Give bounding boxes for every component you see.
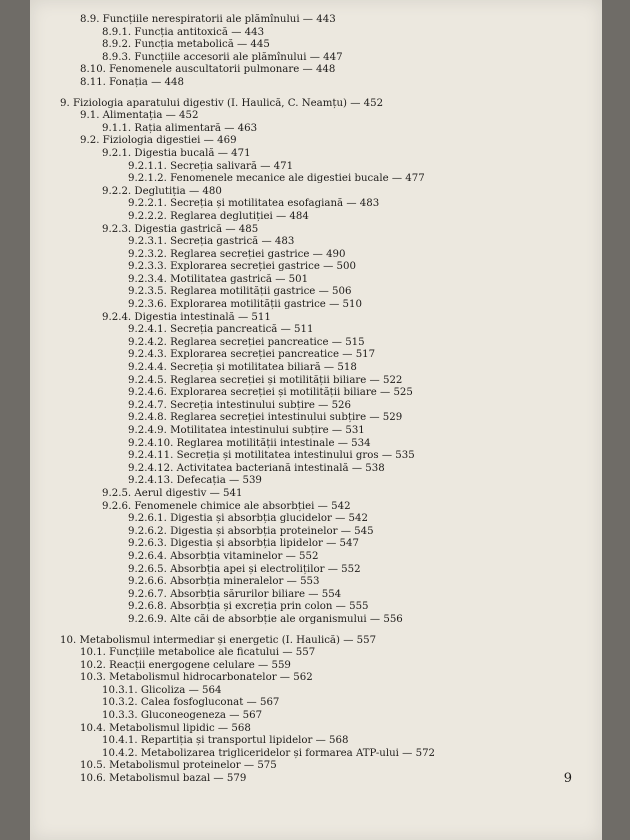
toc-entry: 9. Fiziologia aparatului digestiv (I. Haulică, C. Neamțu) — 452 bbox=[60, 97, 384, 109]
toc-entry: 9.2. Fiziologia digestiei — 469 bbox=[80, 135, 237, 147]
toc-entry: 10.3.3. Gluconeogeneza — 567 bbox=[102, 710, 263, 722]
toc-entry: 8.9.2. Funcția metabolică — 445 bbox=[102, 39, 270, 51]
toc-entry: 9.2.4.1. Secreția pancreatică — 511 bbox=[128, 324, 314, 336]
toc-entry: 10.3.1. Glicoliza — 564 bbox=[102, 684, 222, 696]
toc-entry: 9.2.4.8. Reglarea secreției intestinului subțire — 529 bbox=[128, 412, 403, 424]
toc-entry: 9.2.4.10. Reglarea motilității intestinale — 534 bbox=[128, 437, 371, 449]
toc-entry: 9.2.4.6. Explorarea secreției și motilității biliare — 525 bbox=[128, 387, 413, 399]
toc-entry: 10.2. Reacții energogene celulare — 559 bbox=[80, 659, 291, 671]
toc-entry: 9.2.1. Digestia bucală — 471 bbox=[102, 147, 251, 159]
toc-entry: 9.2.3.5. Reglarea motilității gastrice — 506 bbox=[128, 286, 352, 298]
toc-entry: 10.4.2. Metabolizarea trigliceridelor și formarea ATP-ului — 572 bbox=[102, 747, 436, 759]
toc-entry: 9.2.4.5. Reglarea secreției și motilității biliare — 522 bbox=[128, 374, 403, 386]
toc-entry: 9.2.1.1. Secreția salivară — 471 bbox=[128, 160, 294, 172]
toc-entry: 10.6. Metabolismul bazal — 579 bbox=[80, 773, 247, 785]
toc-entry: 9.2.4.4. Secreția și motilitatea biliară — 518 bbox=[128, 362, 357, 374]
toc-entry: 10.4.1. Repartiția și transportul lipidelor — 568 bbox=[102, 735, 349, 747]
toc-entry: 9.2.3.6. Explorarea motilității gastrice — 510 bbox=[128, 299, 362, 311]
toc-entry: 9.2.6.5. Absorbția apei și electroliților — 552 bbox=[128, 563, 361, 575]
toc-entry: 8.10. Fenomenele auscultatorii pulmonare — 448 bbox=[80, 64, 336, 76]
toc-entry: 9.2.4.2. Reglarea secreției pancreatice — 515 bbox=[128, 336, 365, 348]
toc-entry: 9.2.6.9. Alte căi de absorbție ale organismului — 556 bbox=[128, 613, 403, 625]
toc-entry: 8.9.3. Funcțiile accesorii ale plămînului — 447 bbox=[102, 51, 343, 63]
toc-entry: 10.3.2. Calea fosfogluconat — 567 bbox=[102, 697, 280, 709]
toc-entry: 10.3. Metabolismul hidrocarbonatelor — 562 bbox=[80, 672, 313, 684]
toc-entry: 9.2.4.13. Defecația — 539 bbox=[128, 475, 262, 487]
toc-entry: 9.2.2. Deglutiția — 480 bbox=[102, 185, 222, 197]
toc-entry: 8.9. Funcțiile nerespiratorii ale plămînului — 443 bbox=[80, 14, 336, 25]
toc-entry: 9.2.3.1. Secreția gastrică — 483 bbox=[128, 236, 295, 248]
toc-entry: 9.2.3.3. Explorarea secreției gastrice — 500 bbox=[128, 261, 356, 273]
toc-entry: 9.2.1.2. Fenomenele mecanice ale digestiei bucale — 477 bbox=[128, 173, 425, 185]
toc-entry: 10.1. Funcțiile metabolice ale ficatului — 557 bbox=[80, 647, 316, 659]
toc-entry: 9.2.6.1. Digestia și absorbția glucidelor — 542 bbox=[128, 513, 368, 525]
toc-entry: 9.2.2.1. Secreția și motilitatea esofagiană — 483 bbox=[128, 198, 380, 210]
toc-entry: 10.4. Metabolismul lipidic — 568 bbox=[80, 722, 251, 734]
toc-entry: 9.2.3. Digestia gastrică — 485 bbox=[102, 223, 259, 235]
page-number: 9 bbox=[563, 771, 572, 786]
toc-entry: 9.2.6.2. Digestia și absorbția proteinelor — 545 bbox=[128, 525, 374, 537]
toc-entry: 9.2.5. Aerul digestiv — 541 bbox=[102, 487, 243, 499]
toc-entry: 9.2.4.11. Secreția și motilitatea intestinului gros — 535 bbox=[128, 450, 415, 462]
toc-entry: 9.2.4.7. Secreția intestinului subțire — 526 bbox=[128, 399, 352, 411]
book-page bbox=[30, 0, 602, 840]
table-of-contents bbox=[30, 14, 602, 786]
toc-entry: 9.2.3.4. Motilitatea gastrică — 501 bbox=[128, 273, 309, 285]
toc-entry: 9.2.6.6. Absorbția mineralelor — 553 bbox=[128, 576, 320, 588]
toc-entry: 9.2.4.12. Activitatea bacteriană intestinală — 538 bbox=[128, 462, 385, 474]
toc-entry: 9.2.6.8. Absorbția și excreția prin colon — 555 bbox=[128, 601, 369, 613]
toc-entry: 9.2.6.4. Absorbția vitaminelor — 552 bbox=[128, 550, 319, 562]
toc-entry: 9.2.6.7. Absorbția sărurilor biliare — 554 bbox=[128, 588, 342, 600]
toc-entry: 9.1. Alimentația — 452 bbox=[80, 110, 199, 122]
toc-entry: 9.1.1. Rația alimentară — 463 bbox=[102, 122, 258, 134]
toc-entry: 8.9.1. Funcția antitoxică — 443 bbox=[102, 26, 265, 38]
toc-entry: 10. Metabolismul intermediar și energetic (I. Haulică) — 557 bbox=[60, 634, 377, 646]
toc-entry: 9.2.2.2. Reglarea deglutiției — 484 bbox=[128, 210, 309, 222]
toc-entry: 9.2.4.3. Explorarea secreției pancreatice — 517 bbox=[128, 349, 376, 361]
toc-entry: 10.5. Metabolismul proteinelor — 575 bbox=[80, 760, 277, 772]
toc-entry: 8.11. Fonația — 448 bbox=[80, 76, 184, 88]
toc-entry: 9.2.6. Fenomenele chimice ale absorbției — 542 bbox=[102, 500, 351, 512]
toc-entry: 9.2.4.9. Motilitatea intestinului subțire — 531 bbox=[128, 425, 365, 436]
toc-entry: 9.2.6.3. Digestia și absorbția lipidelor — 547 bbox=[128, 538, 359, 550]
toc-entry: 9.2.3.2. Reglarea secreției gastrice — 490 bbox=[128, 248, 346, 260]
toc-entry: 9.2.4. Digestia intestinală — 511 bbox=[102, 311, 271, 323]
